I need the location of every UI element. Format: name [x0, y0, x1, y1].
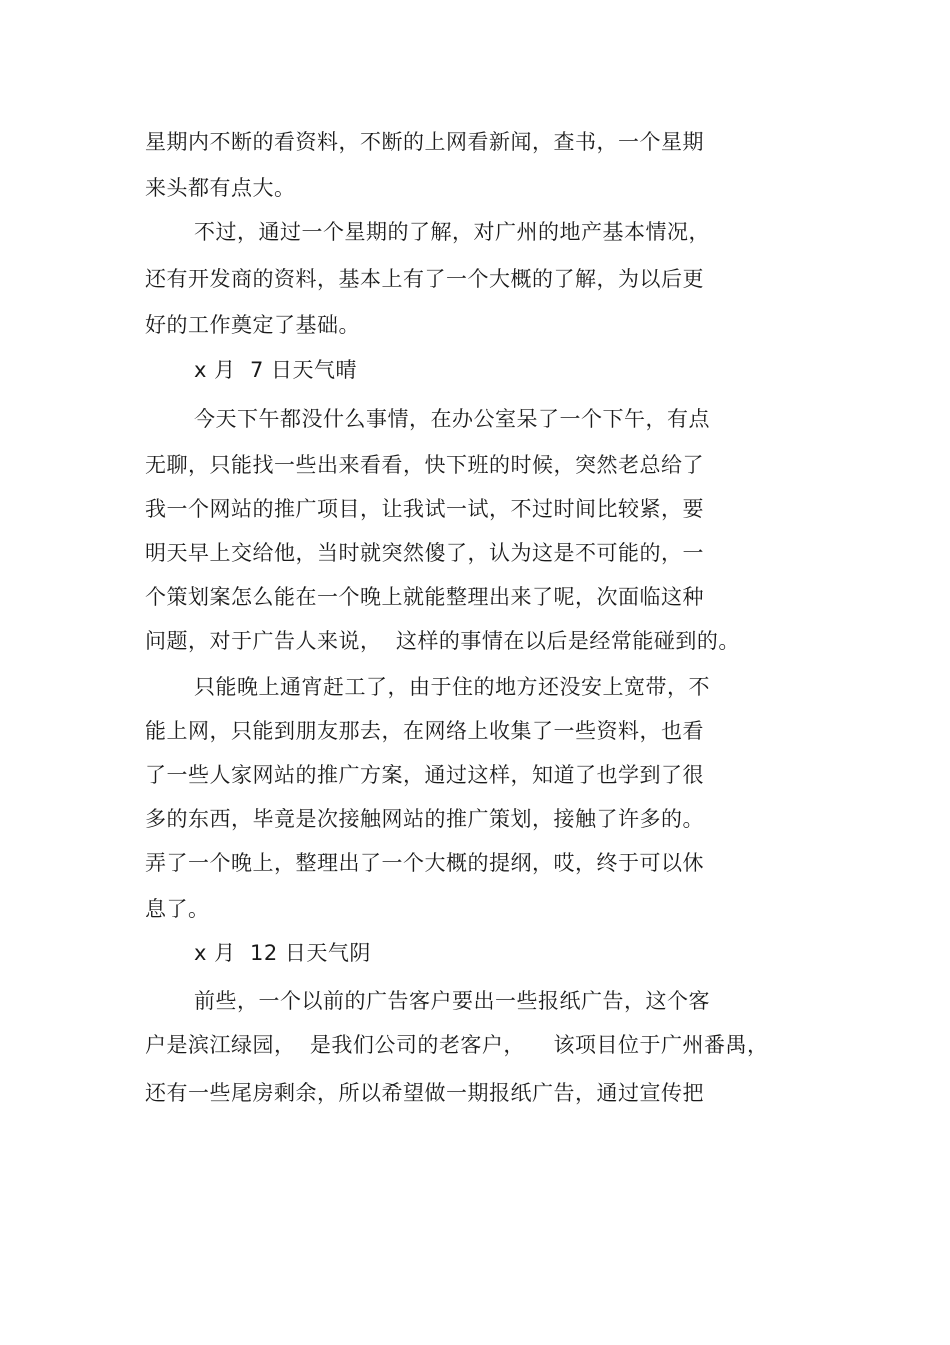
text-line: 问题，对于广告人来说， 这样的事情在以后是经常能碰到的。: [145, 629, 740, 653]
text-line: 明天早上交给他，当时就突然傻了，认为这是不可能的，一: [145, 541, 704, 565]
text-line: 能上网，只能到朋友那去，在网络上收集了一些资料，也看: [145, 719, 704, 743]
text-line: 弄了一个晚上，整理出了一个大概的提纲，哎，终于可以休: [145, 851, 704, 875]
diary-date-heading: x 月 7 日天气晴: [194, 358, 357, 382]
text-line: 多的东西，毕竟是次接触网站的推广策划，接触了许多的。: [145, 807, 704, 831]
paragraph-start: 不过，通过一个星期的了解，对广州的地产基本情况，: [194, 220, 710, 244]
diary-date-heading: x 月 12 日天气阴: [194, 941, 371, 965]
text-line: 好的工作奠定了基础。: [145, 313, 360, 337]
text-line: 户是滨江绿园， 是我们公司的老客户， 该项目位于广州番禺，: [145, 1033, 769, 1057]
paragraph-start: 今天下午都没什么事情，在办公室呆了一个下午，有点: [194, 407, 710, 431]
paragraph-start: 只能晚上通宵赶工了，由于住的地方还没安上宽带，不: [194, 675, 710, 699]
text-line: 无聊，只能找一些出来看看，快下班的时候，突然老总给了: [145, 453, 704, 477]
text-line: 还有开发商的资料，基本上有了一个大概的了解，为以后更: [145, 267, 704, 291]
paragraph-start: 前些，一个以前的广告客户要出一些报纸广告，这个客: [194, 989, 710, 1013]
text-line: 来头都有点大。: [145, 176, 296, 200]
text-line: 了一些人家网站的推广方案，通过这样，知道了也学到了很: [145, 763, 704, 787]
text-line: 我一个网站的推广项目，让我试一试，不过时间比较紧，要: [145, 497, 704, 521]
text-line: 还有一些尾房剩余，所以希望做一期报纸广告，通过宣传把: [145, 1081, 704, 1105]
text-line: 个策划案怎么能在一个晚上就能整理出来了呢，次面临这种: [145, 585, 704, 609]
text-line: 星期内不断的看资料，不断的上网看新闻，查书，一个星期: [145, 130, 704, 154]
text-line: 息了。: [145, 897, 210, 921]
